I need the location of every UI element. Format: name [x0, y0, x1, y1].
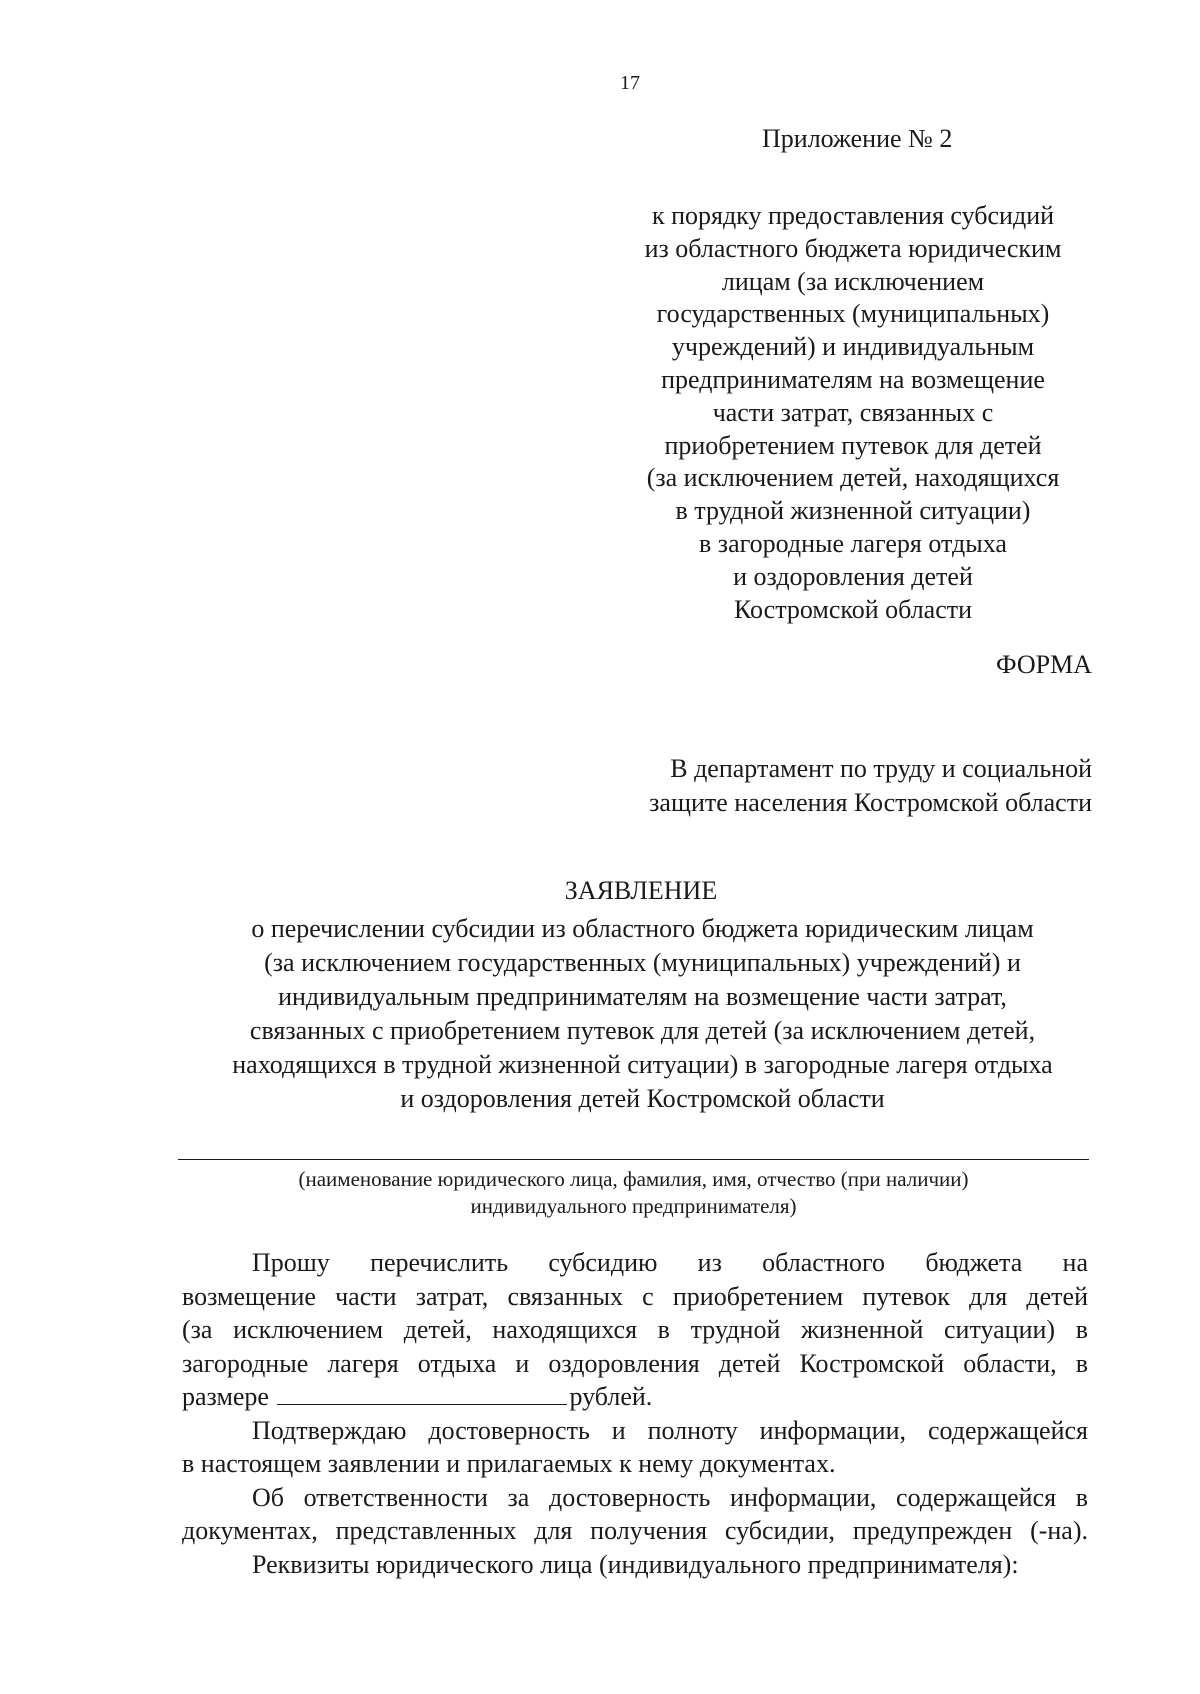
appendix-description-line: лицам (за исключением: [721, 266, 985, 296]
statement-subtitle-line: (за исключением государственных (муниципальных) учреждений) и: [264, 948, 1021, 977]
statement-subtitle-line: и оздоровления детей Костромской области: [400, 1084, 885, 1113]
page-number: 17: [620, 72, 640, 94]
recipient-line: В департамент по труду и социальной: [670, 754, 1092, 783]
appendix-description-line: к порядку предоставления субсидий: [651, 201, 1055, 230]
appendix-description-line: в трудной жизненной ситуации): [675, 496, 1031, 526]
statement-title: ЗАЯВЛЕНИЕ: [564, 876, 718, 905]
statement-subtitle: [175, 912, 1110, 1116]
body-line: Подтверждаю достоверность и полноту информации, содержащейся: [252, 1415, 1088, 1445]
appendix-description-line: части затрат, связанных с: [712, 397, 994, 427]
appendix-description-line: Костромской области: [733, 594, 973, 624]
statement-body: [182, 1246, 1088, 1581]
caption-line: (наименование юридического лица, фамилия, имя, отчество (при наличии): [298, 1167, 969, 1191]
appendix-title: Приложение № 2: [762, 124, 953, 153]
body-line: Реквизиты юридического лица (индивидуального предпринимателя):: [252, 1549, 1019, 1579]
body-line: загородные лагеря отдыха и оздоровления детей Костромской области, в: [182, 1348, 1088, 1378]
amount-prefix: размере: [182, 1382, 269, 1411]
amount-field[interactable]: [277, 1382, 567, 1405]
applicant-name-field[interactable]: [178, 1159, 1089, 1160]
appendix-description-line: предпринимателям на возмещение: [661, 364, 1045, 394]
recipient-line: защите населения Костромской области: [649, 788, 1092, 817]
statement-subtitle-line: о перечислении субсидии из областного бюджета юридическим лицам: [251, 914, 1034, 943]
amount-suffix: рублей.: [569, 1382, 653, 1411]
responsibility-paragraph: [182, 1481, 1088, 1548]
request-paragraph: [182, 1246, 1088, 1414]
appendix-description: [618, 200, 1088, 626]
body-line: документах, представленных для получения субсидии, предупрежден (-на).: [182, 1516, 1088, 1545]
body-line: Прошу перечислить субсидию из областного бюджета на: [252, 1248, 1088, 1277]
confirmation-paragraph: [182, 1414, 1088, 1481]
statement-subtitle-line: связанных с приобретением путевок для детей (за исключением детей,: [249, 1016, 1036, 1045]
amount-line: [182, 1380, 1088, 1414]
statement-subtitle-line: находящихся в трудной жизненной ситуации) в загородные лагеря отдыха: [232, 1050, 1053, 1079]
appendix-description-line: (за исключением детей, находящихся: [646, 463, 1060, 493]
statement-subtitle-line: индивидуальным предпринимателям на возмещение части затрат,: [278, 982, 1007, 1011]
recipient-block: [649, 752, 1092, 820]
requisites-paragraph: [182, 1548, 1088, 1582]
appendix-description-line: в загородные лагеря отдыха: [699, 528, 1007, 558]
applicant-name-caption: [178, 1166, 1089, 1220]
body-line: в настоящем заявлении и прилагаемых к нему документах.: [182, 1449, 836, 1478]
appendix-description-line: приобретением путевок для детей: [664, 430, 1042, 460]
body-line: возмещение части затрат, связанных с приобретением путевок для детей: [182, 1281, 1088, 1311]
form-label: ФОРМА: [996, 650, 1092, 679]
caption-line: индивидуального предпринимателя): [470, 1194, 797, 1218]
appendix-description-line: и оздоровления детей: [733, 561, 973, 591]
body-line: Об ответственности за достоверность информации, содержащейся в: [252, 1482, 1088, 1512]
appendix-description-line: государственных (муниципальных): [656, 299, 1050, 329]
body-line: (за исключением детей, находящихся в трудной жизненной ситуации) в: [182, 1315, 1088, 1344]
appendix-description-line: из областного бюджета юридическим: [644, 233, 1062, 263]
appendix-description-line: учреждений) и индивидуальным: [671, 332, 1035, 362]
